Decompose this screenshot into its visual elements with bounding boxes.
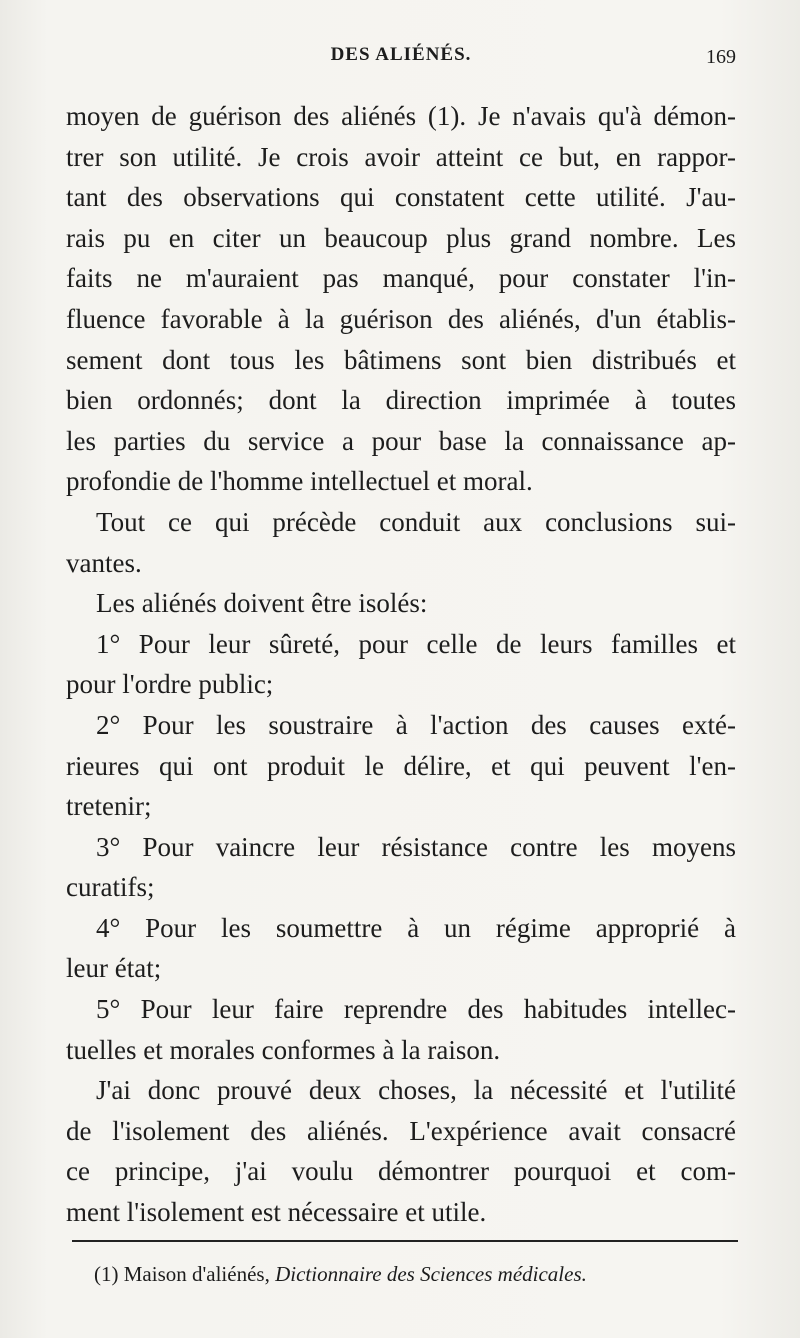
text-line: rieures qui ont produit le délire, et qui peuvent l'en-	[66, 750, 736, 781]
text-line: fluence favorable à la guérison des aliénés, d'un établis-	[66, 303, 736, 334]
text-line: Tout ce qui précède conduit aux conclusions sui-	[96, 506, 736, 537]
text-line: tuelles et morales conformes à la raison.	[66, 1034, 501, 1065]
text-line: ce principe, j'ai voulu démontrer pourquoi et com-	[66, 1156, 736, 1187]
text-line: rais pu en citer un beaucoup plus grand nombre. Les	[66, 222, 736, 253]
footnote-marker: (1) Maison d'aliénés,	[94, 1262, 270, 1286]
page-number: 169	[706, 46, 736, 68]
text-line: bien ordonnés; dont la direction imprimée à toutes	[66, 385, 736, 416]
text-line: sement dont tous les bâtimens sont bien distribués et	[66, 344, 736, 375]
page-header	[66, 44, 736, 78]
text-line: tant des observations qui constatent cette utilité. J'au-	[66, 182, 736, 213]
text-line: leur état;	[66, 953, 162, 984]
text-line: 1° Pour leur sûreté, pour celle de leurs familles et	[96, 628, 736, 659]
text-line: 2° Pour les soustraire à l'action des causes exté-	[96, 709, 736, 740]
running-title: DES ALIÉNÉS.	[330, 44, 472, 65]
body-text	[66, 96, 736, 1233]
text-line: moyen de guérison des aliénés (1). Je n'avais qu'à démon-	[66, 101, 736, 131]
footnote	[94, 1262, 587, 1287]
text-line: J'ai donc prouvé deux choses, la nécessité et l'utilité	[96, 1075, 736, 1106]
text-line: profondie de l'homme intellectuel et moral.	[66, 466, 533, 497]
text-line: Les aliénés doivent être isolés:	[96, 588, 428, 619]
text-line: de l'isolement des aliénés. L'expérience avait consacré	[66, 1115, 736, 1146]
text-line: vantes.	[66, 547, 142, 578]
text-line: pour l'ordre public;	[66, 669, 274, 700]
footnote-divider	[72, 1240, 738, 1242]
text-line: les parties du service a pour base la connaissance ap-	[66, 425, 736, 456]
text-line: trer son utilité. Je crois avoir atteint ce but, en rappor-	[66, 141, 736, 172]
text-line: 4° Pour les soumettre à un régime approprié à	[96, 912, 736, 943]
text-line: 3° Pour vaincre leur résistance contre les moyens	[96, 831, 736, 862]
text-line: tretenir;	[66, 791, 152, 822]
text-line: 5° Pour leur faire reprendre des habitudes intellec-	[96, 994, 736, 1025]
footnote-source: Dictionnaire des Sciences médicales.	[275, 1262, 587, 1286]
text-line: faits ne m'auraient pas manqué, pour constater l'in-	[66, 263, 736, 294]
text-line: ment l'isolement est nécessaire et utile.	[66, 1197, 487, 1228]
text-line: curatifs;	[66, 872, 155, 903]
